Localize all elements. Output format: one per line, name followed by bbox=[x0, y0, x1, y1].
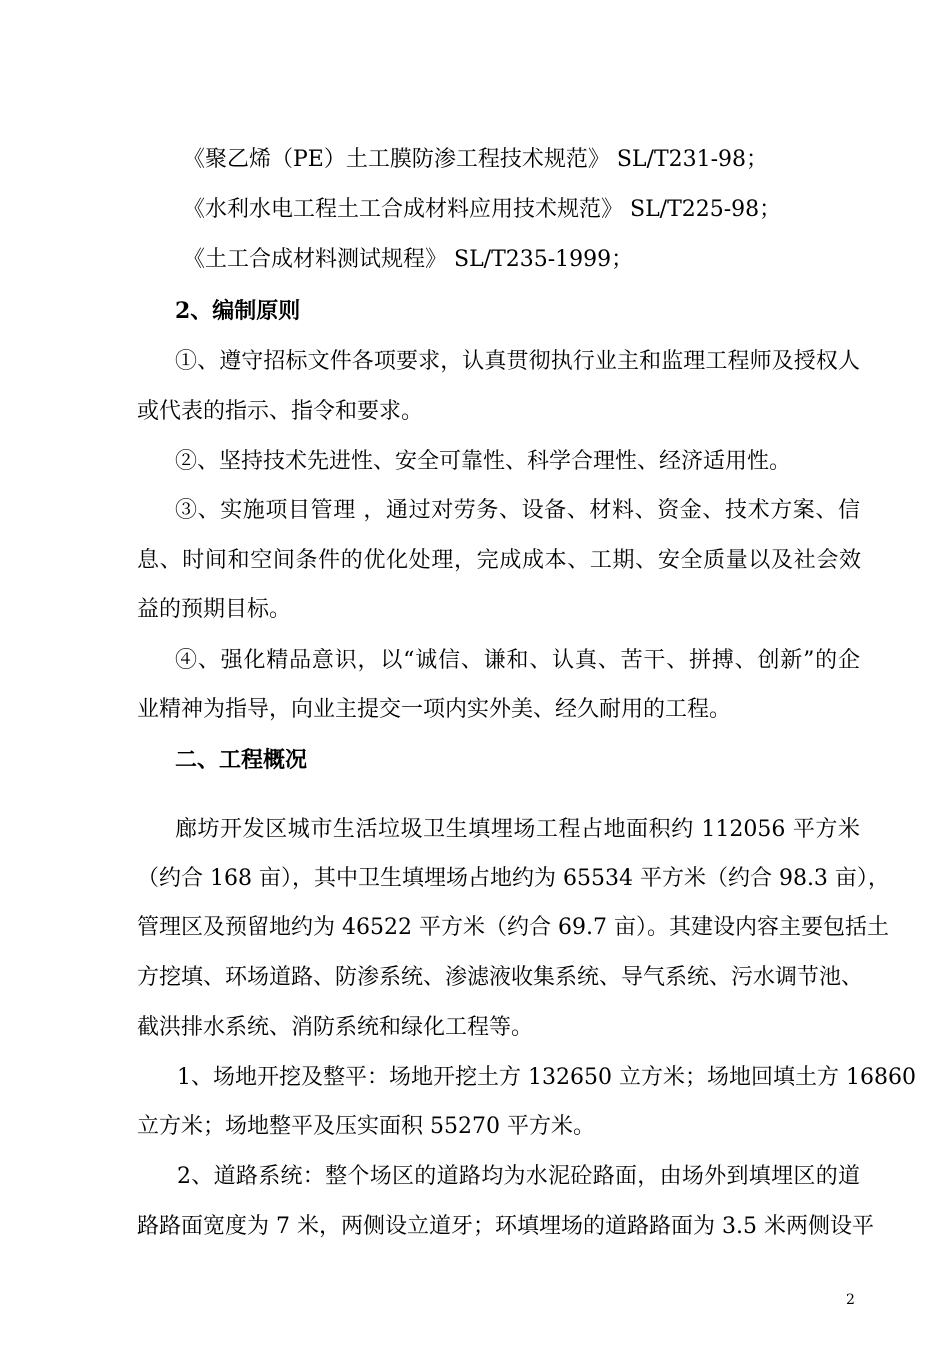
paragraph-line: 管理区及预留地约为 46522 平方米（约合 69.7 亩）。其建设内容主要包括土 bbox=[137, 915, 889, 940]
paragraph-line: ①、遵守招标文件各项要求，认真贯彻执行业主和监理工程师及授权人 bbox=[175, 349, 860, 374]
paragraph-line: ③、实施项目管理 ，通过对劳务、设备、材料、资金、技术方案、信 bbox=[175, 498, 860, 523]
paragraph-line: 路路面宽度为 7 米，两侧设立道牙；环填埋场的道路路面为 3.5 米两侧设平 bbox=[137, 1214, 874, 1239]
paragraph-line: ④、强化精品意识，以“诚信、谦和、认真、苦干、拼搏、创新”的企 bbox=[175, 648, 860, 673]
paragraph-line: 立方米；场地整平及压实面积 55270 平方米。 bbox=[137, 1114, 595, 1139]
reference-line: 《聚乙烯（PE）土工膜防渗工程技术规范》 SL/T231-98； bbox=[183, 147, 769, 172]
paragraph-line: 益的预期目标。 bbox=[137, 597, 292, 622]
page-number: 2 bbox=[846, 1292, 855, 1308]
paragraph-line: 廊坊开发区城市生活垃圾卫生填埋场工程占地面积约 112056 平方米 bbox=[175, 817, 860, 842]
section-heading: 二、工程概况 bbox=[175, 747, 308, 773]
reference-line: 《水利水电工程土工合成材料应用技术规范》 SL/T225-98； bbox=[183, 197, 782, 222]
paragraph-line: 业精神为指导，向业主提交一项内实外美、经久耐用的工程。 bbox=[137, 697, 732, 722]
paragraph-line: 或代表的指示、指令和要求。 bbox=[137, 399, 424, 424]
paragraph-line: 方挖填、环场道路、防渗系统、渗滤液收集系统、导气系统、污水调节池、 bbox=[137, 965, 864, 990]
paragraph-line: ②、坚持技术先进性、安全可靠性、科学合理性、经济适用性。 bbox=[175, 449, 792, 474]
paragraph-line: （约合 168 亩），其中卫生填埋场占地约为 65534 平方米（约合 98.3 亩）， bbox=[137, 866, 890, 891]
paragraph-line: 2、道路系统：整个场区的道路均为水泥砼路面，由场外到填埋区的道 bbox=[177, 1164, 860, 1189]
reference-line: 《土工合成材料测试规程》 SL/T235-1999； bbox=[183, 247, 634, 272]
section-heading: 2、编制原则 bbox=[175, 298, 301, 324]
paragraph-line: 截洪排水系统、消防系统和绿化工程等。 bbox=[137, 1015, 534, 1040]
paragraph-line: 1、场地开挖及整平：场地开挖土方 132650 立方米；场地回填土方 16860 bbox=[177, 1065, 916, 1090]
paragraph-line: 息、时间和空间条件的优化处理，完成成本、工期、安全质量以及社会效 bbox=[137, 548, 861, 573]
